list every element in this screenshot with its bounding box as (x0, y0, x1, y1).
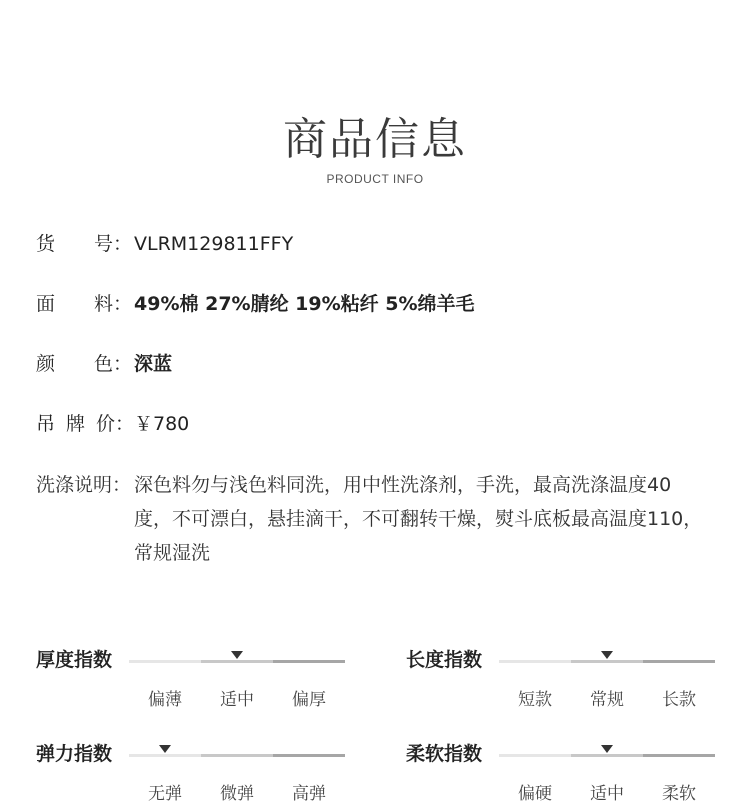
page-subtitle: PRODUCT INFO (326, 172, 424, 186)
index-marker-icon (231, 651, 243, 659)
index-bar-segment (571, 754, 643, 757)
index-softness (406, 739, 726, 804)
index-bar-segment (571, 660, 643, 663)
label-char: 颜 (36, 353, 56, 375)
index-option: 短款 (518, 690, 552, 710)
label-char: 面 (36, 293, 56, 315)
index-option: 偏硬 (518, 784, 552, 804)
index-option: 常规 (590, 690, 624, 710)
index-name: 弹力指数 (36, 743, 113, 765)
index-thickness (36, 645, 356, 710)
index-length (406, 645, 726, 710)
label-char: 价： (96, 413, 135, 435)
index-marker-icon (601, 745, 613, 753)
index-bar-segment (129, 660, 201, 663)
index-bar-segment (129, 754, 201, 757)
index-bar-segment (499, 754, 571, 757)
index-option: 适中 (590, 784, 624, 804)
index-bar-segment (201, 754, 273, 757)
label-char: 料： (94, 293, 133, 315)
label-char: 牌 (66, 413, 86, 435)
wash-label: 洗涤说明： (36, 474, 132, 496)
label-char: 吊 (36, 413, 56, 435)
index-marker-icon (601, 651, 613, 659)
index-name: 柔软指数 (406, 743, 483, 765)
index-option: 偏厚 (292, 690, 326, 710)
index-option: 偏薄 (148, 690, 182, 710)
index-option: 无弹 (148, 784, 182, 804)
info-label-item-no (36, 227, 136, 261)
index-bar-segment (643, 754, 715, 757)
index-name: 长度指数 (406, 649, 483, 671)
index-option: 适中 (220, 690, 254, 710)
index-bar-segment (273, 754, 345, 757)
index-bar-segment (643, 660, 715, 663)
index-bar-segment (499, 660, 571, 663)
info-value-fabric: 49%棉 27%腈纶 19%粘纤 5%绵羊毛 (134, 293, 475, 315)
index-option: 微弹 (220, 784, 254, 804)
info-label-price (36, 407, 136, 441)
label-char: 号： (94, 233, 133, 255)
info-label-fabric (36, 287, 136, 321)
index-bar-segment (273, 660, 345, 663)
index-bar-segment (201, 660, 273, 663)
page-title: 商品信息 (283, 114, 467, 165)
label-char: 货 (36, 233, 56, 255)
label-char: 色： (94, 353, 133, 375)
index-name: 厚度指数 (36, 649, 113, 671)
index-elasticity (36, 739, 356, 804)
info-value-price: ￥780 (134, 413, 190, 435)
info-value-color: 深蓝 (134, 353, 173, 375)
info-value-item-no: VLRM129811FFY (134, 233, 294, 255)
info-label-color (36, 347, 136, 381)
index-option: 高弹 (292, 784, 326, 804)
wash-text: 深色料勿与浅色料同洗，用中性洗涤剂，手洗，最高洗涤温度40度，不可漂白，悬挂滴干，不可翻转干燥，熨斗底板最高温度110，常规湿洗 (134, 474, 703, 564)
index-option: 柔软 (662, 784, 696, 804)
index-option: 长款 (662, 690, 696, 710)
index-marker-icon (159, 745, 171, 753)
